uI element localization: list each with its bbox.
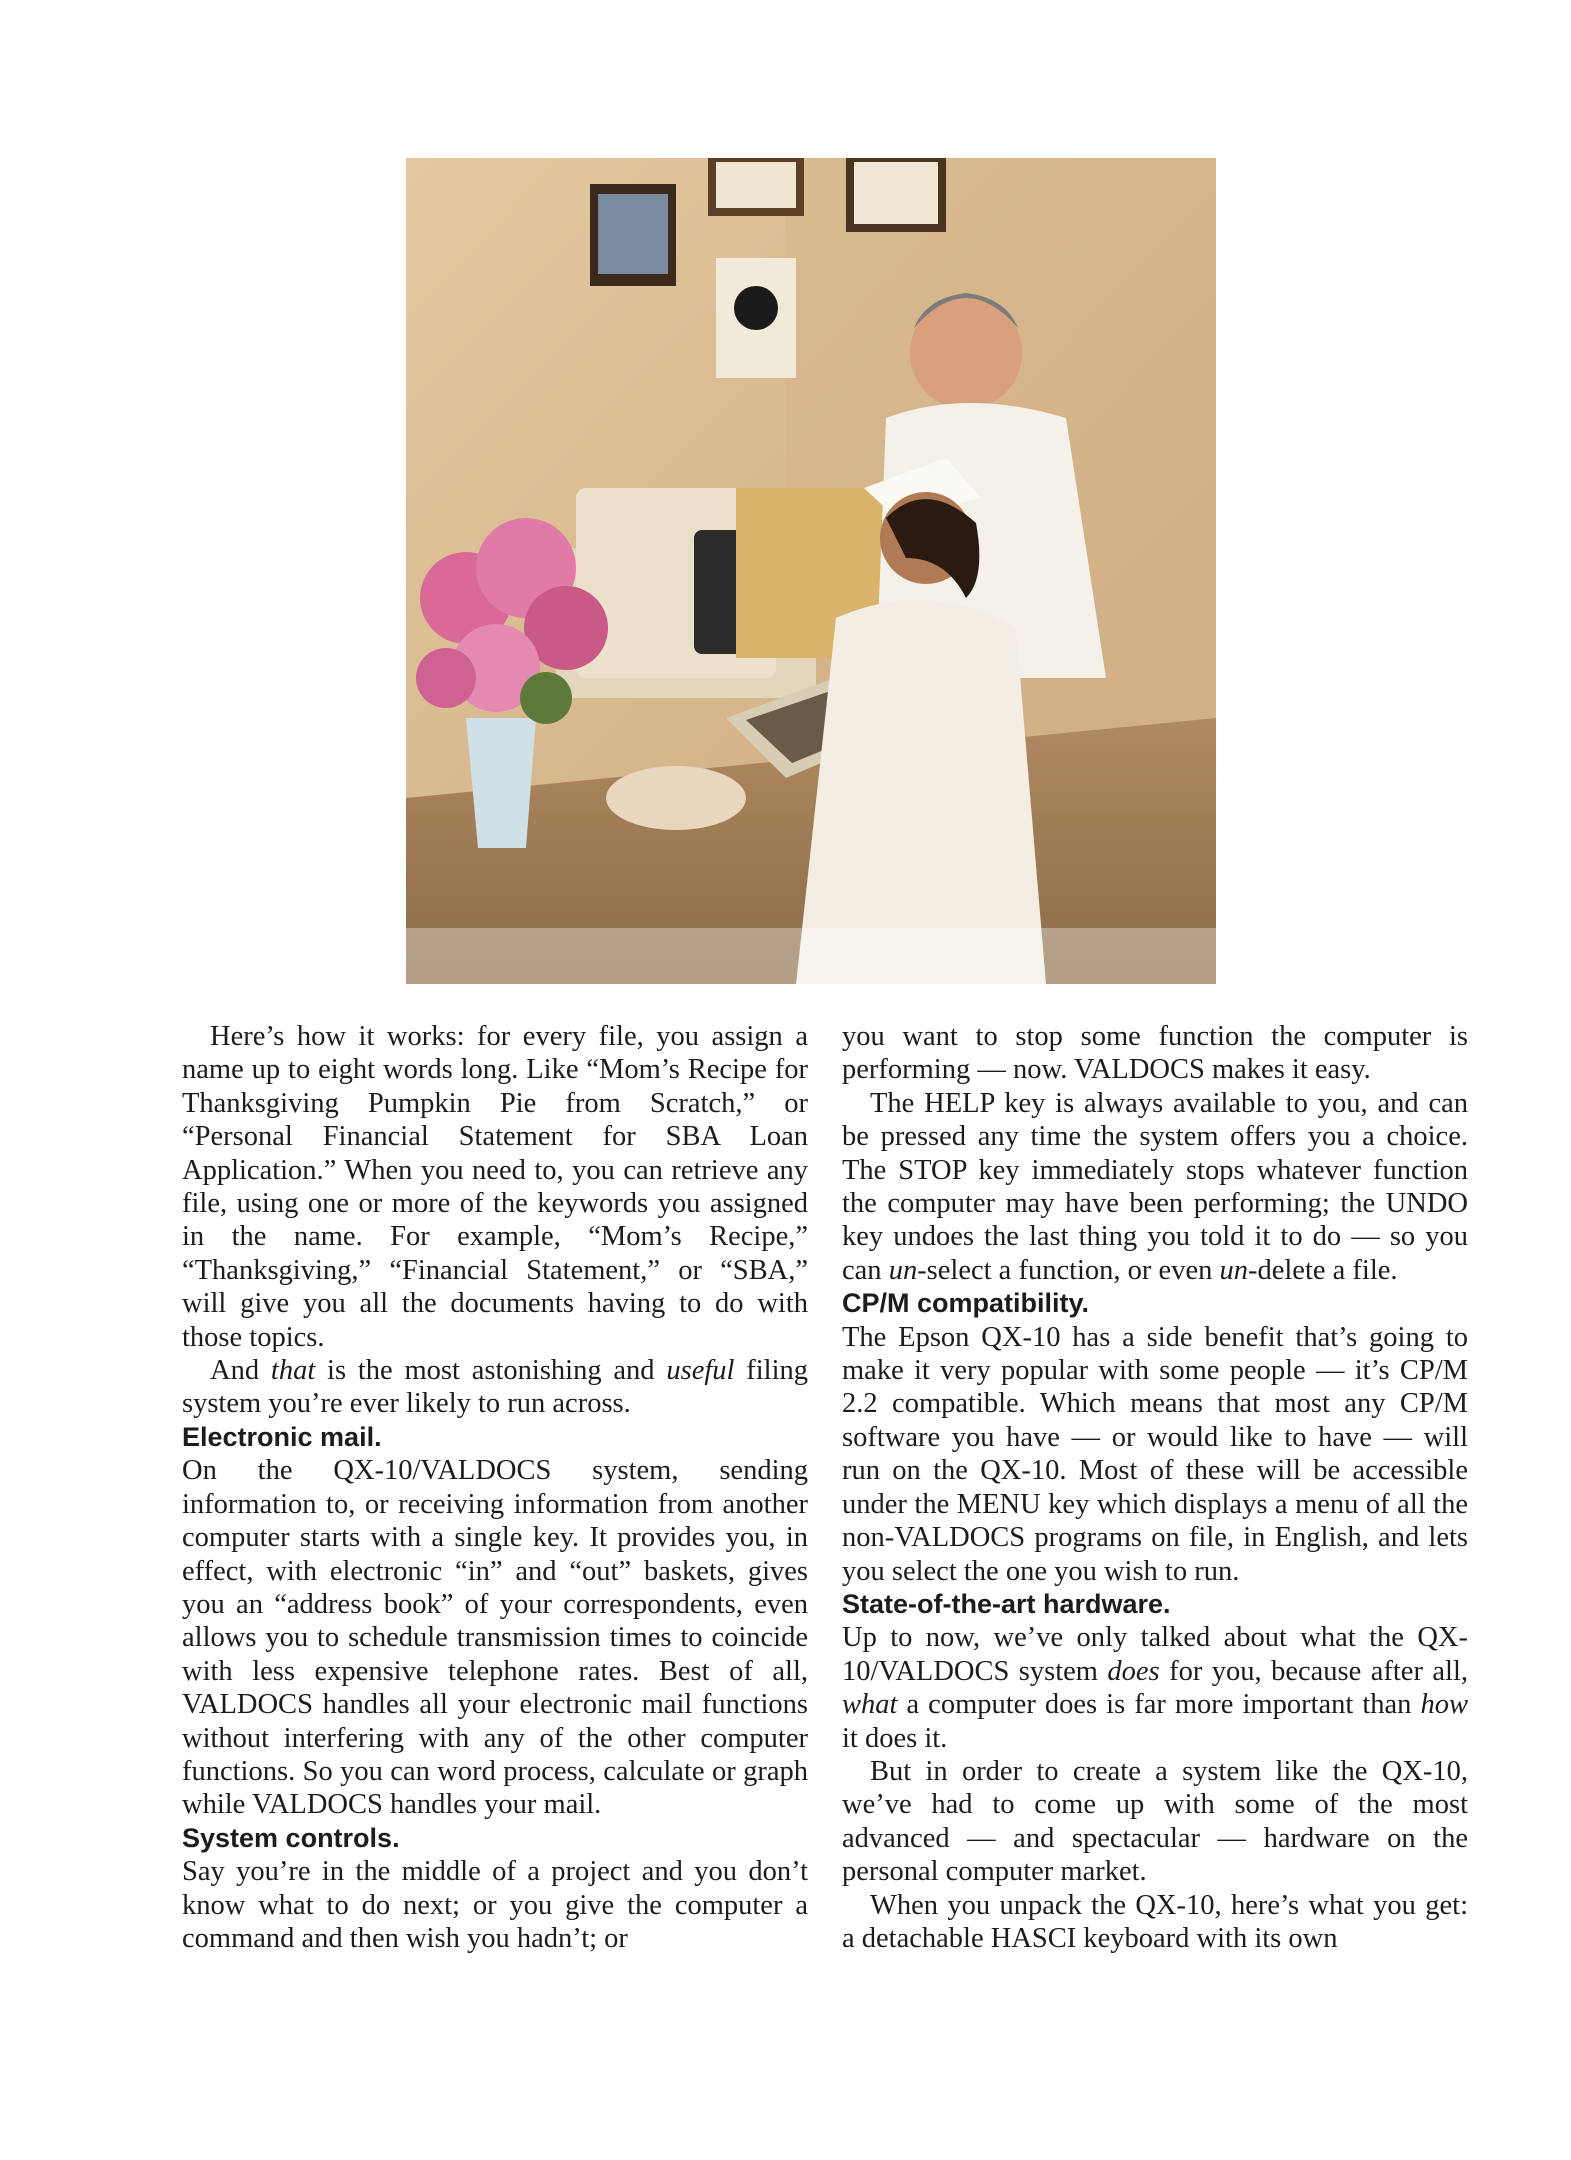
paragraph-unpack: When you unpack the QX-10, here’s what you get: a detachable HASCI keyboard with its own: [842, 1889, 1468, 1954]
text-run: is the most astonishing and: [315, 1355, 667, 1387]
text-run: Up to now, we’ve only talked about what the QX-10/VALDOCS system: [842, 1622, 1468, 1687]
italic-useful: useful: [666, 1355, 735, 1387]
text-run: -select a function, or even: [917, 1254, 1220, 1286]
paragraph-file-naming: Here’s how it works: for every file, you assign a name up to eight words long. Like “Mom’s Recipe for Thanksgiving Pumpkin Pie from Scratch,” or “Personal Financial Statement for SBA Loan Application.” When you need to, you can retrieve any file, using one or more of the keywords you assigned in the name. For example, “Mom’s Recipe,” “Thanksgiving,” “Financial Statement,” or “SBA,” will give you all the documents having to do with those topics.: [182, 1021, 808, 1353]
heading-cpm-compatibility: CP/M compatibility.: [842, 1288, 1090, 1319]
paragraph-create-system: But in order to create a system like the QX-10, we’ve had to come up with some of the most advanced — and spectacular — hardware on the personal computer market.: [842, 1755, 1468, 1888]
text-run: it does it.: [842, 1722, 948, 1754]
italic-how: how: [1420, 1689, 1468, 1721]
text-run: -delete a file.: [1247, 1254, 1398, 1286]
italic-un: un: [1219, 1254, 1248, 1286]
paragraph-cpm: The Epson QX-10 has a side benefit that’s going to make it very popular with some people — it’s CP/M 2.2 compatible. Which means that most any CP/M software you have — or would like to have — will run on the QX-10. Most of these will be accessible under the MENU key which displays a menu of all the non-VALDOCS programs on file, in English, and lets you select the one you wish to run.: [842, 1321, 1468, 1587]
text-run: filing system you’re ever likely to run across.: [182, 1355, 808, 1420]
telephone: [606, 766, 746, 830]
paragraph-hardware: [842, 1621, 1468, 1755]
heading-hardware: State-of-the-art hardware.: [842, 1588, 1171, 1619]
heading-system-controls: System controls.: [182, 1822, 400, 1853]
text-run: And: [210, 1355, 271, 1387]
italic-what: what: [842, 1689, 898, 1721]
paragraph-electronic-mail: On the QX-10/VALDOCS system, sending information to, or receiving information from another computer starts with a single key. It provides you, in effect, with electronic “in” and “out” baskets, gives you an “address book” of your correspondents, even allows you to schedule transmission times to coincide with less expensive telephone rates. Best of all, VALDOCS handles all your electronic mail functions without interfering with any of the other computer functions. So you can word process, calculate or graph while VALDOCS handles your mail.: [182, 1455, 808, 1821]
office-photo: [406, 158, 1216, 984]
left-column: [182, 1020, 808, 1955]
italic-that: that: [270, 1355, 316, 1387]
heading-electronic-mail: Electronic mail.: [182, 1421, 382, 1452]
italic-does: does: [1107, 1655, 1160, 1687]
text-run: for you, because after all,: [1159, 1655, 1468, 1687]
photo-illustration: [406, 158, 1216, 984]
paragraph-help-key: [842, 1087, 1468, 1287]
text-run: a computer does is far more important than: [897, 1689, 1421, 1721]
right-column: [842, 1020, 1468, 1955]
paragraph-filing-system: [182, 1354, 808, 1421]
paragraph-system-controls: Say you’re in the middle of a project and you don’t know what to do next; or you give the computer a command and then wish you hadn’t; or: [182, 1856, 808, 1954]
italic-un: un: [888, 1254, 918, 1286]
paragraph-stop-function: you want to stop some function the computer is performing — now. VALDOCS makes it easy.: [842, 1021, 1468, 1086]
text-run: The HELP key is always available to you, and can be pressed any time the system offers you a choice. The STOP key immediately stops whatever function the computer may have been performing; the UNDO key undoes the last thing you told it to do — so you can: [842, 1087, 1468, 1286]
vase: [466, 718, 536, 848]
